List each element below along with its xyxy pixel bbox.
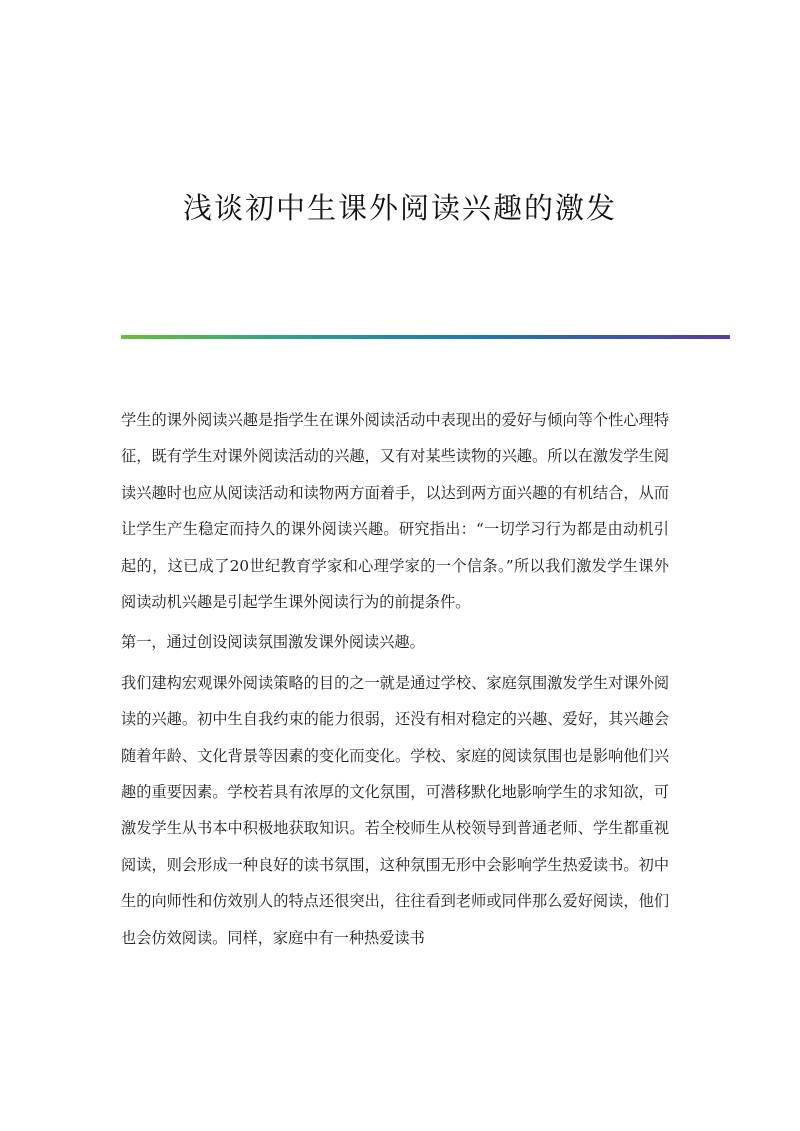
body-paragraph: 我们建构宏观课外阅读策略的目的之一就是通过学校、家庭氛围激发学生对课外阅读的兴趣。初中生自我约束的能力很弱，还没有相对稳定的兴趣、爱好，其兴趣会随着年龄、文化背景等因素的变化而变化。学校、家庭的阅读氛围也是影响他们兴趣的重要因素。学校若具有浓厚的文化氛围，可潜移默化地影响学生的求知欲，可激发学生从书本中积极地获取知识。若全校师生从校领导到普通老师、学生都重视阅读，则会形成一种良好的读书氛围，这种氛围无形中会影响学生热爱读书。初中生的向师性和仿效别人的特点还很突出，往往看到老师或同伴那么爱好阅读，他们也会仿效阅读。同样，家庭中有一种热爱读书 (121, 673, 669, 947)
document-body (121, 402, 669, 960)
intro-paragraph: 学生的课外阅读兴趣是指学生在课外阅读活动中表现出的爱好与倾向等个性心理特征，既有学生对课外阅读活动的兴趣，又有对某些读物的兴趣。所以在激发学生阅读兴趣时也应从阅读活动和读物两方面着手，以达到两方面兴趣的有机结合，从而让学生产生稳定而持久的课外阅读兴趣。研究指出：“一切学习行为都是由动机引起的，这已成了20世纪教育学家和心理学家的一个信条。”所以我们激发学生课外阅读动机兴趣是引起学生课外阅读行为的前提条件。 (121, 411, 669, 612)
section-heading-first: 第一，通过创设阅读氛围激发课外阅读兴趣。 (121, 633, 425, 652)
title-divider (121, 335, 730, 339)
document-title: 浅谈初中生课外阅读兴趣的激发 (182, 191, 617, 225)
